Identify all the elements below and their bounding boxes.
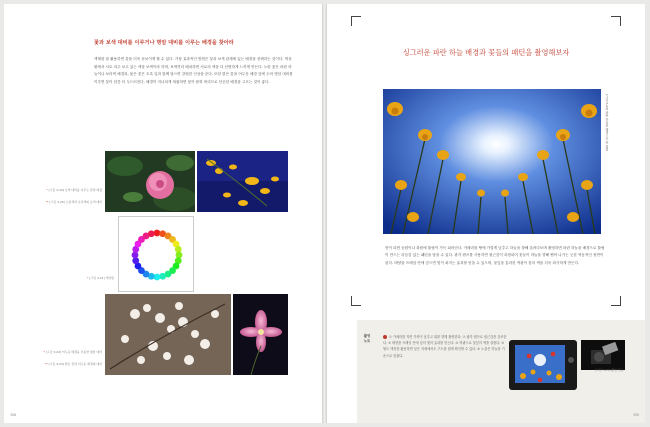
caption-yellow: ** [그림 3-20] 노란색과 보라색의 보색 대비 (45, 200, 102, 204)
caption-pink-text: [그림 3-23] 밝은 꽃과 어두운 배경의 대비 (48, 362, 102, 366)
camera-tilt-photo (581, 340, 625, 370)
frame-corner-top-left (351, 16, 361, 26)
left-page-number: 308 (10, 413, 17, 417)
caption-yellow-text: [그림 3-20] 노란색과 보라색의 보색 대비 (49, 200, 102, 204)
tip-label: 촬영 노트 (363, 334, 371, 343)
cherry-blossom-photo (105, 294, 231, 375)
tulip-sky-photo (383, 89, 601, 234)
frame-corner-top-right (611, 16, 621, 26)
caption-blossom-text: [그림 3-22] 어두운 배경을 이용한 명암 대비 (45, 350, 102, 354)
tip-photo-caption: [그림 3-25] 촬영 모습 (595, 368, 624, 372)
yellow-flowers-photo (197, 151, 288, 212)
color-wheel-swatch (148, 230, 155, 237)
caption-rose-text: [그림 3-19] 보색 대비를 이루는 꽃과 배경 (48, 188, 102, 192)
rose-photo (105, 151, 195, 212)
photo-vertical-caption: [그림 3-24] 파란 하늘을 배경으로 한 튤립 (605, 94, 609, 151)
caption-wheel-text: [그림 3-21] 색상환 (89, 276, 114, 280)
caption-wheel: * [그림 3-21] 색상환 (87, 276, 114, 280)
left-page (4, 4, 322, 423)
caption-rose: * [그림 3-19] 보색 대비를 이루는 꽃과 배경 (46, 188, 102, 192)
frame-corner-bottom-right (611, 296, 621, 306)
left-page-title: 꽃과 보색 대비를 이루거나 명암 대비를 이루는 배경을 찾아라 (94, 40, 234, 46)
shooting-tip-box (357, 320, 645, 423)
tip-text-content: ① 카메라를 지면 가까이 낮추고 위를 향해 촬영한다. ② 광각 렌즈로 원근감을 강조한다. ③ 태양을 프레임 안에 넣어 빛의 효과를 얻는다. ④ 역광으로 꽃잎의 색을 살린다. ⑤ 틸트 액정을 활용하면 낮은 자세에서도 구도를 쉽게 확인할 수 있다. ⑥ 노출은 하늘을 기준으로 맞춘다. (383, 335, 507, 358)
right-page-body: 봄이 되면 공원이나 화원에 튤립이 가득 피어난다. 카메라를 땅에 가깝게 낮추고 하늘을 향해 올려다보며 촬영하면 파란 하늘을 배경으로 튤립이 만드는 리듬감 있는 패턴을 담을 수 있다. 광각 렌즈를 사용하면 원근감이 과장되어 꽃들이 하늘을 향해 뻗어 나가는 듯한 역동적인 장면이 된다. 태양을 프레임 안에 넣으면 빛이 퍼지는 효과를 얻을 수 있으며, 꽃잎을 통과한 역광이 꽃의 색을 더욱 화사하게 만든다. (385, 246, 605, 265)
right-page (327, 4, 645, 423)
right-page-title: 싱그러운 파란 하늘 배경과 꽃들의 패턴을 촬영해보자 (402, 48, 570, 57)
color-wheel-figure (118, 216, 194, 292)
caption-blossom: * [그림 3-22] 어두운 배경을 이용한 명암 대비 (43, 350, 102, 354)
right-page-number: 309 (632, 413, 639, 417)
camera-lcd-photo (509, 340, 577, 390)
left-page-body: 색채를 잘 활용하면 꽃을 더욱 돋보이게 할 수 있다. 가장 효과적인 방법은 꽃과 보색 관계에 있는 배경을 선택하는 것이다. 색상환에서 서로 마주 보고 있는 색을 보색이라 하며, 보색끼리 배치하면 서로의 색을 더 선명하게 느끼게 만든다. 노란 꽃은 파란 하늘이나 보라색 배경과, 붉은 꽃은 초록 잎과 함께 담으면 강렬한 인상을 준다. 또한 밝은 꽃을 어두운 배경 앞에 두어 명암 대비를 이루면 꽃이 한층 더 두드러진다. 배경이 지나치게 복잡하면 꽃이 묻혀 버리므로 단순한 배경을 고르는 것이 좋다. (94, 57, 293, 84)
red-bullet-icon (383, 335, 387, 339)
caption-pink: ** [그림 3-23] 밝은 꽃과 어두운 배경의 대비 (44, 362, 102, 366)
pink-flower-dark-photo (233, 294, 288, 375)
frame-corner-bottom-left (351, 296, 361, 306)
tip-text (383, 334, 507, 359)
